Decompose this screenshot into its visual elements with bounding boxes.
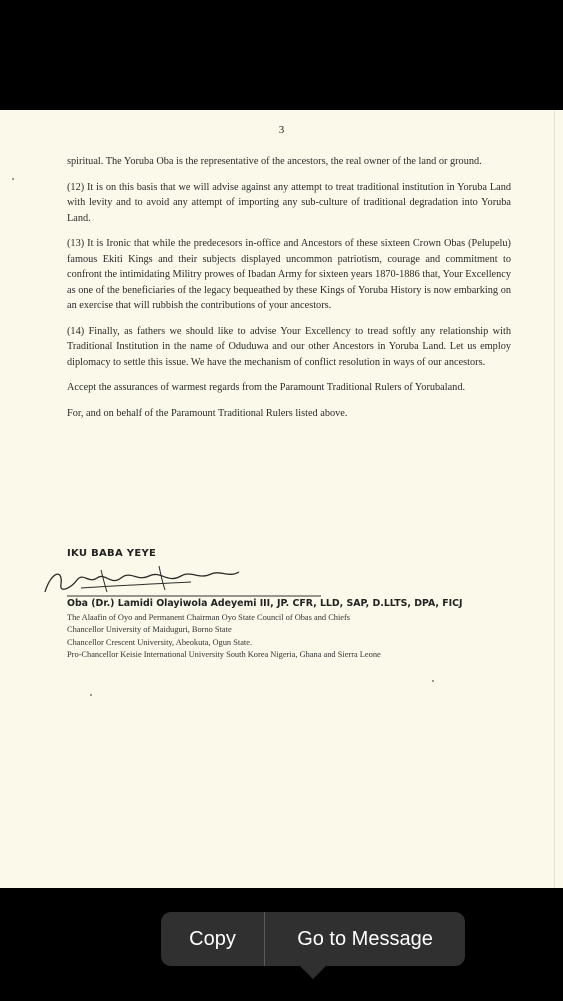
paragraph-regards: Accept the assurances of warmest regards from the Paramount Traditional Rulers of Yorubaland. <box>67 382 466 393</box>
paragraph-intro: spiritual. The Yoruba Oba is the representative of the ancestors, the real owner of the land or ground. <box>67 156 482 167</box>
paper-speck <box>12 178 14 180</box>
signatory-title-line: Chancellor University of Maiduguri, Borno State <box>67 625 232 635</box>
paper-speck <box>90 694 92 696</box>
paragraph-13: (13) It is Ironic that while the predecesors in-office and Ancestors of these sixteen Crown Obas (Pelupelu) famous Ekiti Kings and their subjects displayed uncommon patriotism, courage and commitment to confront the intimidating Militry prowes of Ibadan Army for sixteen years 1870-1886 that, Your Excellency as one of the beneficiaries of the legacy bequeathed by these Kings of Yoruba History is now embarking on an exercise that will rubbish the contributions of your ancestors. <box>67 238 511 311</box>
paragraph-12: (12) It is on this basis that we will advise against any attempt to treat traditional institution in Yoruba Land with levity and to avoid any attempt of importing any sub-culture of traditional degradation into Yoruba Land. <box>67 181 511 224</box>
copy-button[interactable]: Copy <box>189 927 236 950</box>
document-body <box>67 154 511 421</box>
paper-speck <box>432 680 434 682</box>
page-number: 3 <box>278 124 285 136</box>
handwritten-signature <box>41 558 321 600</box>
paragraph-14: (14) Finally, as fathers we should like to advise Your Excellency to tread softly any relationship with Traditional Institution in the name of Oduduwa and our other Ancestors in Yoruba Land. Let us employ diplomacy to settle this issue. We have the mechanism of conflict resolution in ways of our ancestors. <box>67 325 511 368</box>
signatory-title-line: Pro-Chancellor Keisie International University South Korea Nigeria, Ghana and Sierra Leone <box>67 650 381 660</box>
signatory-title-line: The Alaafin of Oyo and Permanent Chairman Oyo State Council of Obas and Chiefs <box>67 613 351 622</box>
signature-block <box>67 548 527 660</box>
top-black-bar <box>0 0 563 110</box>
paragraph-on-behalf: For, and on behalf of the Paramount Traditional Rulers listed above. <box>67 407 348 419</box>
signatory-title-line: Chancellor Crescent University, Abeokuta, Ogun State. <box>67 637 253 647</box>
go-to-message-button[interactable]: Go to Message <box>297 927 433 950</box>
context-menu <box>161 912 465 966</box>
signatory-titles <box>67 612 381 662</box>
menu-pointer-arrow <box>299 965 327 979</box>
signatory-name: Oba (Dr.) Lamidi Olayiwola Adeyemi III, JP. CFR, LLD, SAP, D.LLTS, DPA, FICJ <box>67 598 463 609</box>
document-image <box>0 110 563 888</box>
page-edge-line <box>554 110 555 888</box>
signature-title: IKU BABA YEYE <box>67 548 157 559</box>
